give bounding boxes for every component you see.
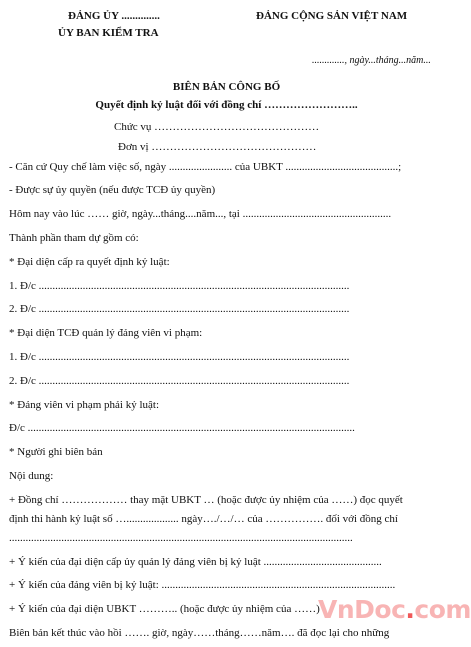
- inspection-committee-label: ỦY BAN KIỂM TRA: [58, 27, 159, 39]
- body-line: * Đảng viên vi phạm phải kỷ luật:: [9, 399, 159, 411]
- body-line: + Ý kiến của đại diện cấp ủy quản lý đảng viên bị kỷ luật ...........................................: [9, 556, 382, 568]
- party-committee-label: ĐẢNG ỦY ..............: [68, 10, 160, 22]
- body-line: * Người ghi biên bản: [9, 446, 103, 458]
- body-line: Hôm nay vào lúc …… giờ, ngày...tháng....năm..., tại ......................................................: [9, 208, 392, 220]
- body-line: Nội dung:: [9, 470, 54, 482]
- body-line: Biên bản kết thúc vào hồi ……. giờ, ngày……tháng……năm…. đã đọc lại cho những: [9, 627, 390, 639]
- body-line: 1. Đ/c .................................................................................................................: [9, 280, 350, 292]
- document-subtitle: Quyết định kỷ luật đối với đồng chí ……………………..: [95, 99, 358, 111]
- watermark-logo: VnDoc.com: [318, 595, 471, 624]
- body-line: - Căn cứ Quy chế làm việc số, ngày ....................... của UBKT .........................................;: [9, 161, 402, 173]
- body-line: 2. Đ/c .................................................................................................................: [9, 375, 350, 387]
- body-line: 2. Đ/c .................................................................................................................: [9, 303, 350, 315]
- body-line: Thành phần tham dự gồm có:: [9, 232, 139, 244]
- body-line: * Đại diện TCĐ quản lý đảng viên vi phạm:: [9, 327, 203, 339]
- body-line: Đ/c .......................................................................................................................: [9, 422, 355, 434]
- date-line: ............., ngày...tháng...năm...: [312, 55, 431, 66]
- document-title: BIÊN BẢN CÔNG BỐ: [172, 81, 281, 93]
- party-name-label: ĐẢNG CỘNG SẢN VIỆT NAM: [256, 10, 408, 22]
- body-line: + Đồng chí ……………… thay mặt UBKT … (hoặc được ủy nhiệm của ……) đọc quyết: [9, 494, 403, 506]
- unit-field: Đơn vị ………………………………………: [118, 141, 317, 153]
- body-line: 1. Đ/c .................................................................................................................: [9, 351, 350, 363]
- body-line: - Được sự ủy quyền (nếu được TCĐ ủy quyền): [9, 184, 216, 196]
- body-line: + Ý kiến của đại diện UBKT ……….. (hoặc được ủy nhiệm của ……): [9, 603, 320, 615]
- body-line: + Ý kiến của đảng viên bị kỷ luật: .....................................................................................: [9, 579, 396, 591]
- position-field: Chức vụ ………………………………………: [114, 121, 320, 133]
- body-line: * Đại diện cấp ra quyết định kỷ luật:: [9, 256, 170, 268]
- body-line: định thi hành kỷ luật số …................... ngày…./…/… của ……………. đối với đồng chí: [9, 513, 398, 525]
- body-line: .............................................................................................................................: [9, 532, 353, 544]
